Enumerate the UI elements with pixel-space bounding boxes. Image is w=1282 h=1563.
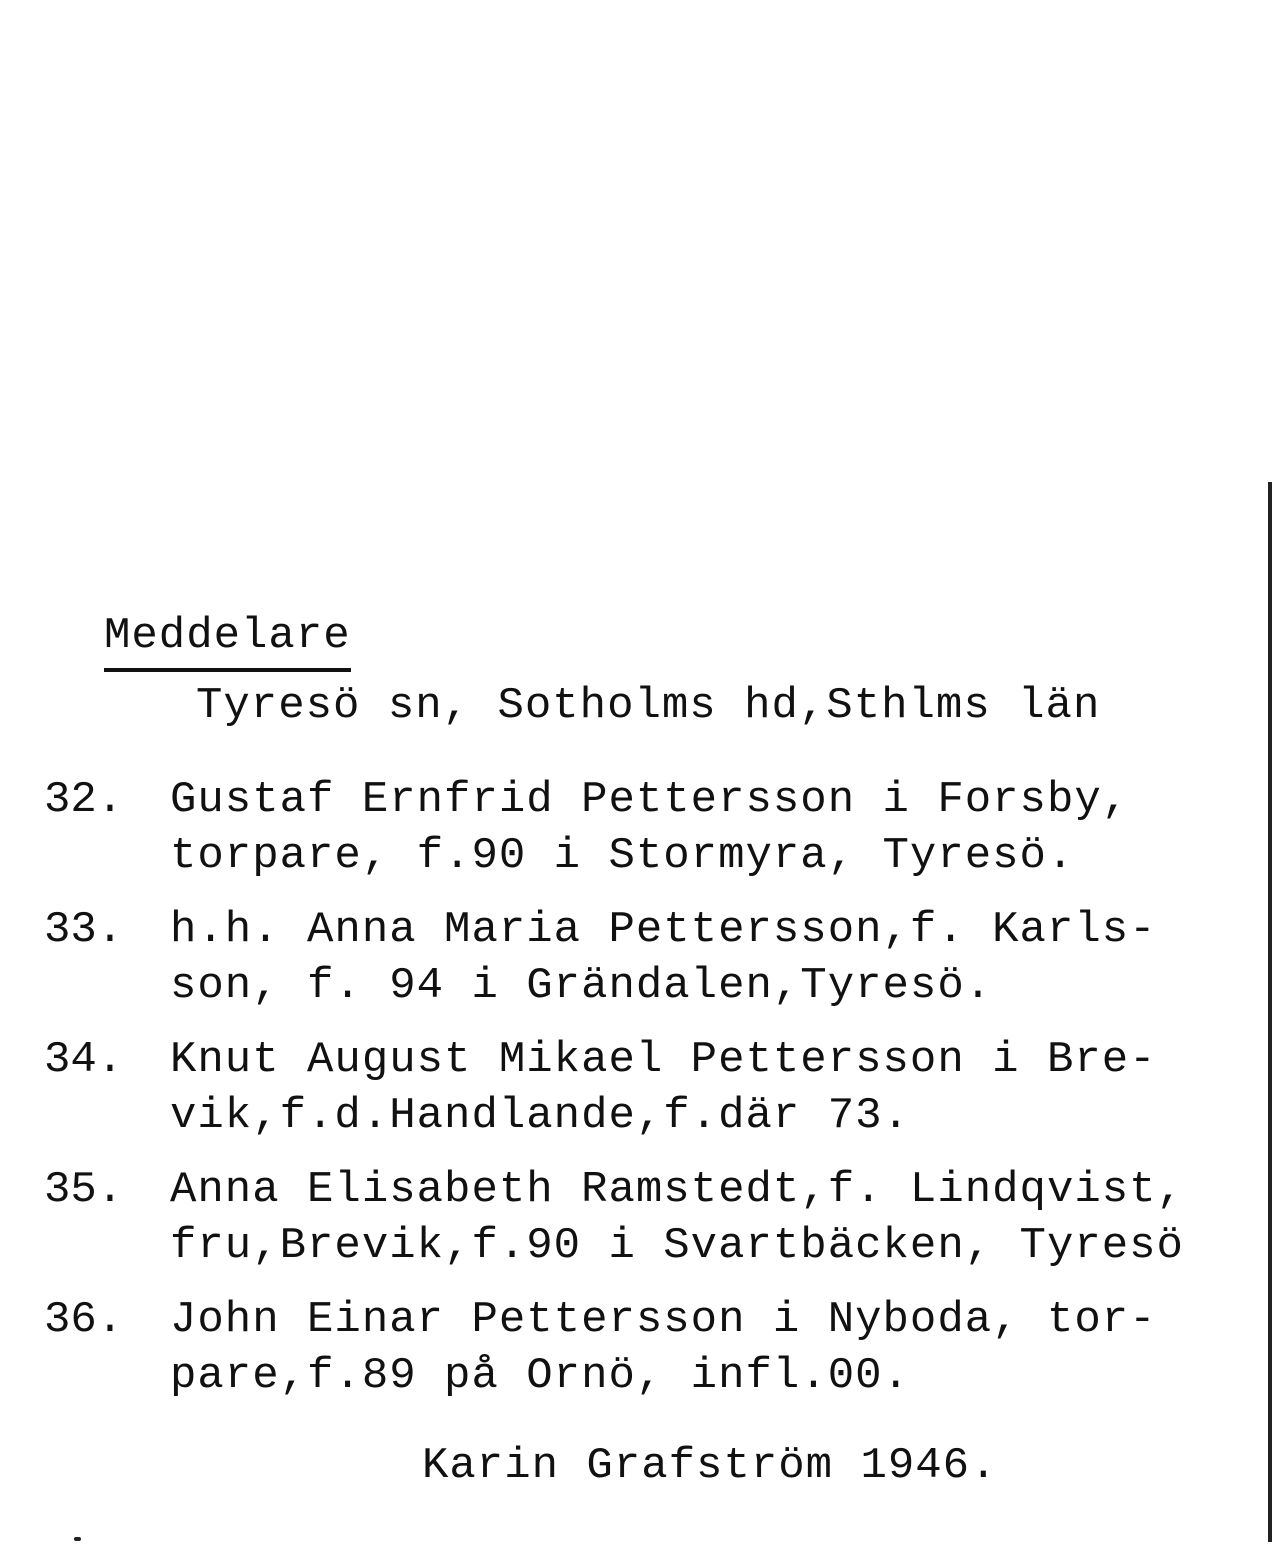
entry-number: 36. (44, 1295, 124, 1345)
entry-line-2: son, f. 94 i Grändalen,Tyresö. (170, 961, 993, 1011)
informant-entry-32 (44, 772, 1274, 884)
entry-line-1: h.h. Anna Maria Pettersson,f. Karls- (170, 905, 1157, 955)
entry-line-2: fru,Brevik,f.90 i Svartbäcken, Tyresö (170, 1221, 1184, 1271)
entry-line-2: pare,f.89 på Ornö, infl.00. (170, 1351, 910, 1401)
informant-entry-36 (44, 1292, 1274, 1404)
entry-number: 35. (44, 1165, 124, 1215)
entry-line-1: John Einar Pettersson i Nyboda, tor- (170, 1295, 1157, 1345)
ink-speck (74, 1537, 81, 1541)
entry-number: 33. (44, 905, 124, 955)
entry-number: 34. (44, 1035, 124, 1085)
entry-number: 32. (44, 775, 124, 825)
informant-entry-35 (44, 1162, 1274, 1274)
entry-line-1: Knut August Mikael Pettersson i Bre- (170, 1035, 1157, 1085)
informant-list (44, 772, 1274, 1422)
signature-line: Karin Grafström 1946. (422, 1441, 998, 1491)
informant-entry-33 (44, 902, 1274, 1014)
entry-line-2: torpare, f.90 i Stormyra, Tyresö. (170, 831, 1075, 881)
entry-line-1: Anna Elisabeth Ramstedt,f. Lindqvist, (170, 1165, 1184, 1215)
informant-entry-34 (44, 1032, 1274, 1144)
entry-line-1: Gustaf Ernfrid Pettersson i Forsby, (170, 775, 1130, 825)
location-line: Tyresö sn, Sotholms hd,Sthlms län (196, 681, 1101, 731)
heading-meddelare: Meddelare (104, 608, 351, 672)
entry-line-2: vik,f.d.Handlande,f.där 73. (170, 1091, 910, 1141)
